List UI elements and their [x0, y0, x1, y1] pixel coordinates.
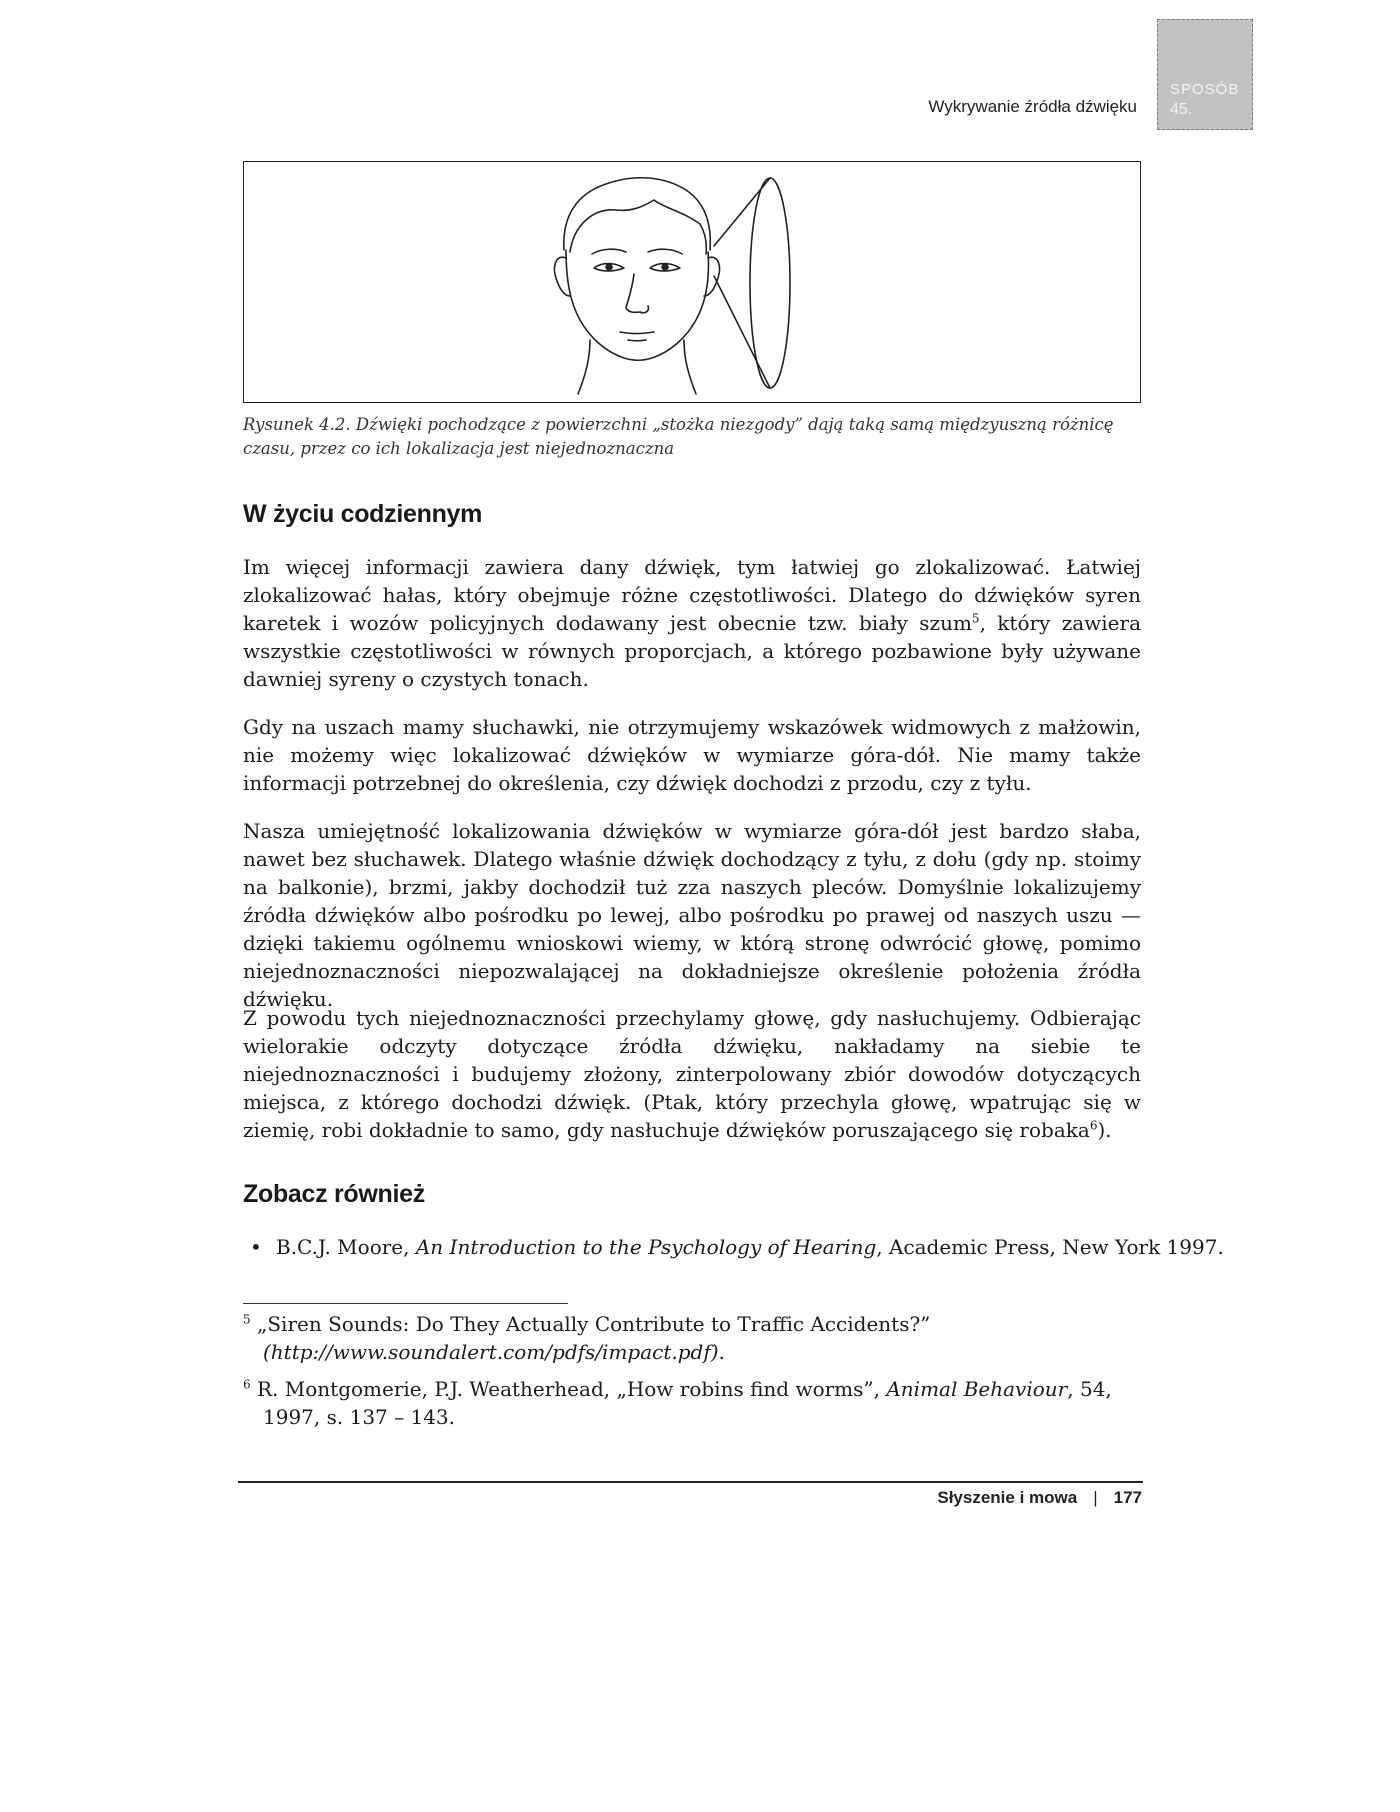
neck-left	[578, 340, 590, 394]
running-title: Wykrywanie źródła dźwięku	[928, 97, 1137, 116]
footnote-ref-5[interactable]: 5	[971, 611, 980, 626]
hairline	[570, 200, 706, 254]
reference-title: An Introduction to the Psychology of Hearing	[415, 1235, 877, 1259]
footer-rule	[238, 1481, 1143, 1483]
page-footer: Słyszenie i mowa | 177	[937, 1488, 1142, 1507]
figure-frame	[243, 161, 1141, 403]
tab-number: 45.	[1170, 101, 1193, 118]
section-heading: W życiu codziennym	[243, 500, 483, 528]
paragraph-1: Im więcej informacji zawiera dany dźwięk, tym łatwiej go zlokalizować. Łatwiej zlokalizować hałas, który obejmuje różne częstotliwości. Dlatego do dźwięków syren karetek i wozów policyjnych dodawany jest obecnie tzw. biały szum$^5$, który zawiera wszystkie częstotliwości w równych proporcjach, a którego pozbawione były używane dawniej syreny o czystych tonach.	[243, 555, 1141, 691]
footnote-6: $^6$ R. Montgomerie, P.J. Weatherhead, „How robins find worms”, Animal Behaviour, 54, 1997, s. 137 – 143.	[243, 1377, 1112, 1429]
footnote-ref-6[interactable]: 6	[1089, 1118, 1098, 1133]
footnote-rule	[243, 1303, 568, 1304]
page-number: 177	[1113, 1488, 1142, 1507]
head-cone-illustration	[244, 162, 1142, 404]
figure-caption: Rysunek 4.2. Dźwięki pochodzące z powierzchni „stożka niezgody” dają taką samą międzyuszną różnicę czasu, przez co ich lokalizacja jest niejednoznaczna	[243, 415, 1114, 458]
paragraph-3: Nasza umiejętność lokalizowania dźwięków w wymiarze góra-dół jest bardzo słaba, nawet bez słuchawek. Dlatego właśnie dźwięk dochodzący z tyłu, z dołu (gdy np. stoimy na balkonie), brzmi, jakby dochodził tuż zza naszych pleców. Domyślnie lokalizujemy źródła dźwięków albo pośrodku po lewej, albo pośrodku po prawej od naszych uszu — dzięki takiemu ogólnemu wnioskowi wiemy, w którą stronę odwrócić głowę, pomimo niejednoznaczności niepozwalającej na dokładniejsze określenie położenia źródła dźwięku.	[243, 819, 1141, 1011]
tab-label: SPOSÓB	[1170, 81, 1240, 98]
paragraph-2: Gdy na uszach mamy słuchawki, nie otrzymujemy wskazówek widmowych z małżowin, nie możemy więc lokalizować dźwięków w wymiarze góra-dół. Nie mamy także informacji potrzebnej do określenia, czy dźwięk dochodzi z przodu, czy z tyłu.	[243, 715, 1141, 795]
face-outline	[566, 250, 709, 360]
footnote-url[interactable]: (http://www.soundalert.com/pdfs/impact.pdf)	[263, 1340, 719, 1364]
reference-item: • B.C.J. Moore, An Introduction to the Psychology of Hearing, Academic Press, New York 1997.	[250, 1235, 1224, 1259]
footnote-5: $^5$ „Siren Sounds: Do They Actually Contribute to Traffic Accidents?” (http://www.soundalert.com/pdfs/impact.pdf).	[243, 1312, 931, 1364]
neck-right	[684, 340, 696, 394]
cone-base	[750, 178, 790, 388]
footer-section-title: Słyszenie i mowa	[937, 1488, 1078, 1507]
cone-lower-edge	[714, 276, 770, 388]
paragraph-4: Z powodu tych niejednoznaczności przechylamy głowę, gdy nasłuchujemy. Odbierając wielorakie odczyty dotyczące źródła dźwięku, nakładamy na siebie te niejednoznaczności i budujemy złożony, zinterpolowany zbiór dowodów dotyczących miejsca, z którego dochodzi dźwięk. (Ptak, który przechyla głowę, wpatrując się w ziemię, robi dokładnie to samo, gdy nasłuchuje dźwięków poruszającego się robaka$^6$).	[243, 1006, 1141, 1142]
hair-outline	[564, 178, 710, 250]
bullet-icon: •	[250, 1235, 262, 1259]
see-also-heading: Zobacz również	[243, 1180, 425, 1208]
chapter-tab	[1157, 19, 1253, 130]
